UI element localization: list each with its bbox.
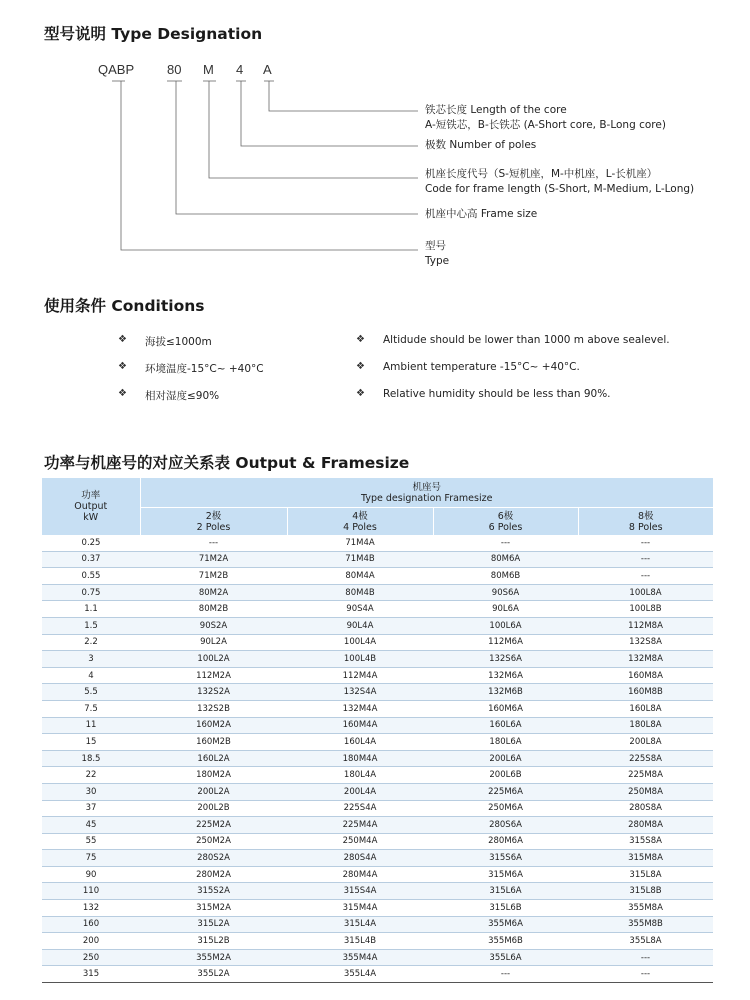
output-cell: 110 [42, 883, 140, 900]
pole4-frame-cell: 90S4A [287, 601, 433, 618]
header-4-poles [287, 508, 433, 536]
label-frame-size: 机座中心高 Frame size [425, 208, 538, 220]
pole2-frame-cell: 315L2A [140, 916, 287, 933]
header-output [42, 478, 140, 535]
label-core-length-line2: A-短铁芯，B-长铁芯 (A-Short core, B-Long core) [425, 119, 666, 131]
pole8-frame-cell: 112M8A [578, 617, 713, 634]
pole8-frame-cell: 180L8A [578, 717, 713, 734]
pole8-frame-cell: 355M8B [578, 916, 713, 933]
pole4-frame-cell: 180L4A [287, 767, 433, 784]
label-frame-length-line2: Code for frame length (S-Short, M-Medium, L-Long) [425, 183, 695, 195]
pole8-frame-cell: 225M8A [578, 767, 713, 784]
pole2-frame-cell: 132S2B [140, 700, 287, 717]
pole6-frame-cell: 160M6A [433, 700, 578, 717]
designation-connector-lines [0, 0, 750, 270]
label-type [425, 239, 449, 269]
pole6-frame-cell: 180L6A [433, 734, 578, 751]
pole2-frame-cell: 315L2B [140, 933, 287, 950]
table-row [42, 750, 713, 767]
header-8-poles [578, 508, 713, 536]
output-cell: 200 [42, 933, 140, 950]
condition-altitude-cn: 海拔≤1000m [145, 336, 212, 348]
pole2-frame-cell: 100L2A [140, 651, 287, 668]
header-8-poles-en: 8 Poles [628, 521, 663, 533]
pole6-frame-cell: 355L6A [433, 949, 578, 966]
pole6-frame-cell: 250M6A [433, 800, 578, 817]
output-cell: 132 [42, 900, 140, 917]
table-row [42, 883, 713, 900]
table-row [42, 551, 713, 568]
table-row [42, 535, 713, 551]
pole2-frame-cell: 315S2A [140, 883, 287, 900]
pole4-frame-cell: 225S4A [287, 800, 433, 817]
pole6-frame-cell: 160L6A [433, 717, 578, 734]
pole4-frame-cell: 315L4B [287, 933, 433, 950]
pole6-frame-cell: 90L6A [433, 601, 578, 618]
code-part-frame-length: M [203, 62, 214, 77]
output-cell: 2.2 [42, 634, 140, 651]
table-row [42, 601, 713, 618]
pole4-frame-cell: 225M4A [287, 817, 433, 834]
pole6-frame-cell: 280M6A [433, 833, 578, 850]
pole4-frame-cell: 112M4A [287, 667, 433, 684]
pole4-frame-cell: 132S4A [287, 684, 433, 701]
condition-humidity-en: Relative humidity should be less than 90%. [383, 388, 611, 400]
output-cell: 11 [42, 717, 140, 734]
pole4-frame-cell: 100L4A [287, 634, 433, 651]
pole2-frame-cell: 160M2A [140, 717, 287, 734]
pole8-frame-cell: 355M8A [578, 900, 713, 917]
table-body [42, 535, 713, 983]
table-row [42, 933, 713, 950]
header-framesize-cn: 机座号 [412, 481, 441, 493]
pole8-frame-cell: 100L8B [578, 601, 713, 618]
pole6-frame-cell: 355M6A [433, 916, 578, 933]
pole8-frame-cell: 315M8A [578, 850, 713, 867]
table-row [42, 667, 713, 684]
pole4-frame-cell: 160M4A [287, 717, 433, 734]
pole2-frame-cell: 225M2A [140, 817, 287, 834]
code-part-model: QABP [98, 62, 135, 77]
pole8-frame-cell: 160L8A [578, 700, 713, 717]
pole6-frame-cell: 80M6A [433, 551, 578, 568]
header-2-poles-en: 2 Poles [196, 521, 231, 533]
label-frame-length-line1: 机座长度代号（S-短机座，M-中机座，L-长机座） [425, 168, 658, 180]
header-4-poles-en: 4 Poles [343, 521, 377, 533]
pole8-frame-cell: 250M8A [578, 783, 713, 800]
condition-temperature-en: Ambient temperature -15°C~ +40°C. [383, 361, 580, 373]
pole4-frame-cell: 100L4B [287, 651, 433, 668]
output-cell: 90 [42, 866, 140, 883]
header-framesize-en: Type designation Framesize [361, 492, 493, 504]
bullet-icon: ❖ [356, 388, 365, 399]
table-row [42, 651, 713, 668]
bullet-icon: ❖ [118, 388, 127, 399]
output-cell: 1.1 [42, 601, 140, 618]
output-cell: 0.25 [42, 535, 140, 551]
pole2-frame-cell: 71M2B [140, 568, 287, 585]
bullet-icon: ❖ [118, 361, 127, 372]
pole4-frame-cell: 355L4A [287, 966, 433, 983]
pole6-frame-cell: --- [433, 535, 578, 551]
pole4-frame-cell: 355M4A [287, 949, 433, 966]
table-row [42, 584, 713, 601]
pole6-frame-cell: 315L6A [433, 883, 578, 900]
code-part-frame-size: 80 [167, 62, 182, 77]
pole2-frame-cell: 90S2A [140, 617, 287, 634]
pole6-frame-cell: 132S6A [433, 651, 578, 668]
pole6-frame-cell: 200L6B [433, 767, 578, 784]
pole4-frame-cell: 180M4A [287, 750, 433, 767]
pole4-frame-cell: 315M4A [287, 900, 433, 917]
header-output-unit: kW [83, 512, 99, 523]
output-cell: 3 [42, 651, 140, 668]
pole8-frame-cell: 160M8A [578, 667, 713, 684]
pole6-frame-cell: 112M6A [433, 634, 578, 651]
pole8-frame-cell: 132M8A [578, 651, 713, 668]
output-framesize-heading: 功率与机座号的对应关系表 Output & Framesize [44, 454, 410, 472]
pole8-frame-cell: 100L8A [578, 584, 713, 601]
header-2-poles-cn: 2极 [205, 510, 222, 522]
pole2-frame-cell: 80M2A [140, 584, 287, 601]
header-6-poles-en: 6 Poles [488, 521, 523, 533]
pole6-frame-cell: 200L6A [433, 750, 578, 767]
pole2-frame-cell: 280S2A [140, 850, 287, 867]
table-row [42, 767, 713, 784]
pole4-frame-cell: 90L4A [287, 617, 433, 634]
header-2-poles [140, 508, 287, 536]
pole2-frame-cell: 160L2A [140, 750, 287, 767]
output-cell: 160 [42, 916, 140, 933]
output-cell: 0.55 [42, 568, 140, 585]
pole8-frame-cell: 315L8B [578, 883, 713, 900]
pole6-frame-cell: --- [433, 966, 578, 983]
table-row [42, 866, 713, 883]
output-cell: 315 [42, 966, 140, 983]
pole8-frame-cell: 280M8A [578, 817, 713, 834]
pole2-frame-cell: 80M2B [140, 601, 287, 618]
table-row [42, 717, 713, 734]
header-framesize [140, 478, 713, 508]
table-row [42, 916, 713, 933]
label-poles: 极数 Number of poles [425, 139, 537, 151]
output-cell: 5.5 [42, 684, 140, 701]
output-cell: 0.75 [42, 584, 140, 601]
table-row [42, 734, 713, 751]
output-cell: 4 [42, 667, 140, 684]
code-part-core-length: A [263, 62, 272, 77]
pole2-frame-cell: 132S2A [140, 684, 287, 701]
pole2-frame-cell: 90L2A [140, 634, 287, 651]
label-type-line2: Type [425, 255, 450, 267]
pole6-frame-cell: 315S6A [433, 850, 578, 867]
pole6-frame-cell: 315L6B [433, 900, 578, 917]
table-row [42, 800, 713, 817]
bullet-icon: ❖ [356, 334, 365, 345]
pole6-frame-cell: 90S6A [433, 584, 578, 601]
output-cell: 7.5 [42, 700, 140, 717]
pole2-frame-cell: 200L2A [140, 783, 287, 800]
pole2-frame-cell: --- [140, 535, 287, 551]
pole4-frame-cell: 132M4A [287, 700, 433, 717]
bullet-icon: ❖ [118, 334, 127, 345]
table-row [42, 850, 713, 867]
table-row [42, 684, 713, 701]
pole8-frame-cell: 315S8A [578, 833, 713, 850]
condition-temperature-cn: 环境温度-15°C~ +40°C [145, 363, 264, 375]
pole4-frame-cell: 250M4A [287, 833, 433, 850]
pole6-frame-cell: 100L6A [433, 617, 578, 634]
pole8-frame-cell: --- [578, 949, 713, 966]
bullet-icon: ❖ [356, 361, 365, 372]
table-row [42, 700, 713, 717]
pole4-frame-cell: 200L4A [287, 783, 433, 800]
header-output-cn: 功率 [81, 490, 101, 501]
output-cell: 45 [42, 817, 140, 834]
pole2-frame-cell: 200L2B [140, 800, 287, 817]
pole6-frame-cell: 225M6A [433, 783, 578, 800]
table-row [42, 966, 713, 983]
output-cell: 37 [42, 800, 140, 817]
output-cell: 75 [42, 850, 140, 867]
condition-altitude-en: Altidude should be lower than 1000 m above sealevel. [383, 334, 670, 346]
pole8-frame-cell: --- [578, 551, 713, 568]
conditions-heading: 使用条件 Conditions [44, 297, 205, 315]
pole4-frame-cell: 160L4A [287, 734, 433, 751]
pole2-frame-cell: 180M2A [140, 767, 287, 784]
pole4-frame-cell: 315L4A [287, 916, 433, 933]
type-designation-heading: 型号说明 Type Designation [44, 25, 263, 43]
header-output-en: Output [74, 501, 108, 512]
table-row [42, 817, 713, 834]
pole8-frame-cell: --- [578, 966, 713, 983]
pole4-frame-cell: 71M4B [287, 551, 433, 568]
header-6-poles-cn: 6极 [497, 510, 514, 522]
output-cell: 18.5 [42, 750, 140, 767]
pole2-frame-cell: 160M2B [140, 734, 287, 751]
output-cell: 22 [42, 767, 140, 784]
pole2-frame-cell: 250M2A [140, 833, 287, 850]
header-6-poles [433, 508, 578, 536]
pole2-frame-cell: 355L2A [140, 966, 287, 983]
pole2-frame-cell: 112M2A [140, 667, 287, 684]
pole8-frame-cell: 200L8A [578, 734, 713, 751]
label-type-line1: 型号 [425, 240, 446, 252]
pole6-frame-cell: 355M6B [433, 933, 578, 950]
table-row [42, 949, 713, 966]
pole6-frame-cell: 132M6A [433, 667, 578, 684]
pole8-frame-cell: --- [578, 568, 713, 585]
pole6-frame-cell: 132M6B [433, 684, 578, 701]
label-core-length-line1: 铁芯长度 Length of the core [425, 104, 567, 116]
pole8-frame-cell: 355L8A [578, 933, 713, 950]
pole8-frame-cell: 160M8B [578, 684, 713, 701]
label-core-length [425, 103, 666, 133]
pole8-frame-cell: 315L8A [578, 866, 713, 883]
pole4-frame-cell: 80M4B [287, 584, 433, 601]
pole6-frame-cell: 80M6B [433, 568, 578, 585]
pole4-frame-cell: 71M4A [287, 535, 433, 551]
pole6-frame-cell: 280S6A [433, 817, 578, 834]
output-framesize-table [42, 478, 713, 983]
output-cell: 250 [42, 949, 140, 966]
output-cell: 15 [42, 734, 140, 751]
output-cell: 0.37 [42, 551, 140, 568]
pole2-frame-cell: 71M2A [140, 551, 287, 568]
table-row [42, 617, 713, 634]
table-row [42, 833, 713, 850]
pole2-frame-cell: 280M2A [140, 866, 287, 883]
pole6-frame-cell: 315M6A [433, 866, 578, 883]
pole4-frame-cell: 280M4A [287, 866, 433, 883]
header-8-poles-cn: 8极 [637, 510, 654, 522]
code-part-poles: 4 [236, 62, 244, 77]
condition-humidity-cn: 相对湿度≤90% [145, 390, 220, 402]
table-row [42, 568, 713, 585]
pole8-frame-cell: 132S8A [578, 634, 713, 651]
pole4-frame-cell: 80M4A [287, 568, 433, 585]
output-cell: 55 [42, 833, 140, 850]
pole2-frame-cell: 315M2A [140, 900, 287, 917]
pole8-frame-cell: 280S8A [578, 800, 713, 817]
label-frame-length [425, 167, 694, 197]
table-row [42, 634, 713, 651]
table-row [42, 783, 713, 800]
pole2-frame-cell: 355M2A [140, 949, 287, 966]
pole8-frame-cell: --- [578, 535, 713, 551]
output-cell: 1.5 [42, 617, 140, 634]
output-cell: 30 [42, 783, 140, 800]
table-row [42, 900, 713, 917]
pole8-frame-cell: 225S8A [578, 750, 713, 767]
pole4-frame-cell: 315S4A [287, 883, 433, 900]
pole4-frame-cell: 280S4A [287, 850, 433, 867]
header-4-poles-cn: 4极 [352, 510, 368, 522]
